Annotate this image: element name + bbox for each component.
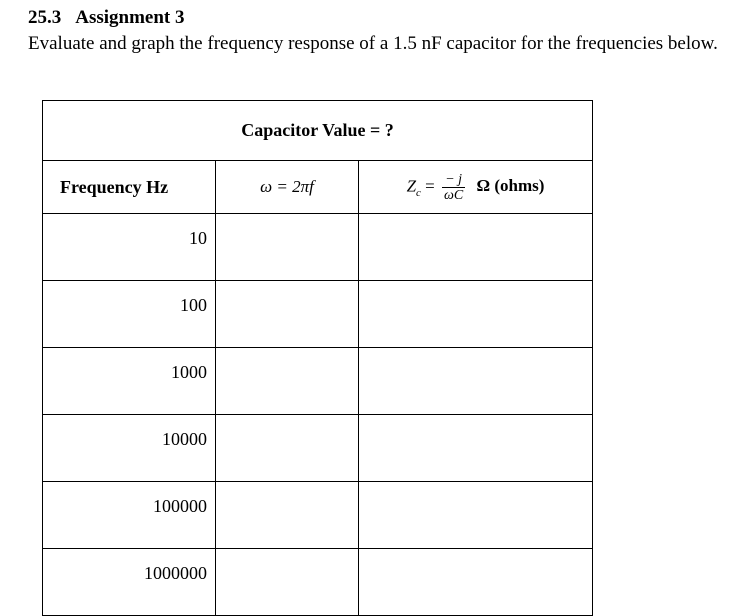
impedance-column-header [359, 161, 593, 214]
section-heading [28, 7, 185, 29]
table-row [43, 549, 593, 616]
frequency-cell: 1000 [43, 348, 216, 415]
table-row [43, 415, 593, 482]
impedance-symbol: Z [406, 175, 417, 195]
table-row [43, 214, 593, 281]
frequency-cell: 100 [43, 281, 216, 348]
impedance-denominator: ωC [444, 187, 464, 203]
impedance-cell[interactable] [359, 214, 593, 281]
omega-cell[interactable] [216, 482, 359, 549]
frequency-cell: 10000 [43, 415, 216, 482]
omega-cell[interactable] [216, 281, 359, 348]
impedance-cell[interactable] [359, 348, 593, 415]
impedance-fraction [442, 172, 465, 203]
frequency-cell: 1000000 [43, 549, 216, 616]
impedance-cell[interactable] [359, 415, 593, 482]
impedance-cell[interactable] [359, 281, 593, 348]
impedance-unit: Ω (ohms) [476, 175, 545, 195]
impedance-cell[interactable] [359, 482, 593, 549]
frequency-cell: 100000 [43, 482, 216, 549]
frequency-response-table [42, 100, 593, 616]
impedance-cell[interactable] [359, 549, 593, 616]
section-number: 25.3 [28, 7, 62, 28]
omega-cell[interactable] [216, 415, 359, 482]
omega-cell[interactable] [216, 214, 359, 281]
omega-column-header: ω = 2πf [216, 161, 359, 214]
table-header-row [43, 161, 593, 214]
capacitor-value-cell[interactable]: Capacitor Value = ? [43, 101, 593, 161]
table-row [43, 281, 593, 348]
table-row [43, 348, 593, 415]
frequency-column-header: Frequency Hz [43, 161, 216, 214]
section-title: Assignment 3 [75, 7, 185, 28]
impedance-equals: = [425, 175, 435, 195]
frequency-cell: 10 [43, 214, 216, 281]
table-row [43, 482, 593, 549]
impedance-numerator: − j [442, 172, 465, 188]
impedance-subscript: c [416, 186, 421, 199]
capacitor-value-row [43, 101, 593, 161]
omega-cell[interactable] [216, 549, 359, 616]
assignment-instructions: Evaluate and graph the frequency response of a 1.5 nF capacitor for the frequencies below. [28, 33, 718, 54]
omega-cell[interactable] [216, 348, 359, 415]
